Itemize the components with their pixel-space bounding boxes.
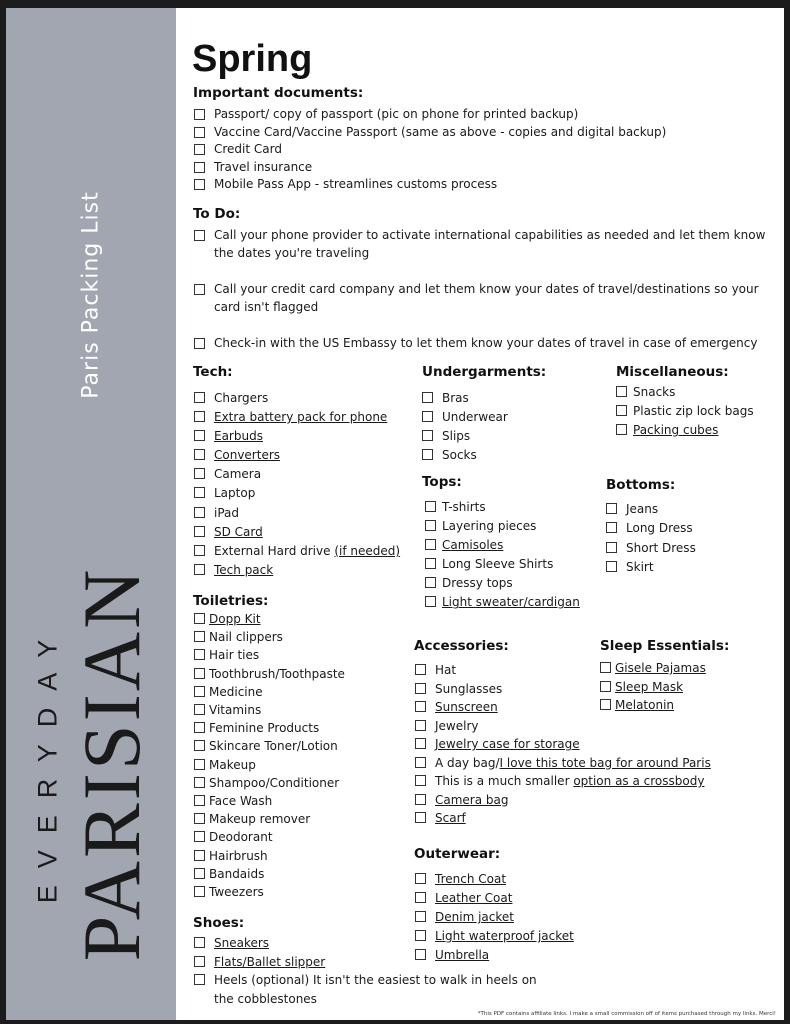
checklist-item[interactable] [194, 106, 666, 124]
checkbox[interactable] [194, 686, 205, 697]
checkbox[interactable] [415, 775, 426, 786]
checkbox[interactable] [425, 577, 436, 588]
checklist-item[interactable] [194, 646, 345, 664]
checklist-item[interactable] [600, 696, 706, 715]
checklist-item[interactable] [415, 791, 711, 810]
checkbox[interactable] [425, 539, 436, 550]
checkbox[interactable] [194, 468, 205, 479]
item-link[interactable]: Camera bag [435, 792, 509, 807]
checklist-item[interactable] [194, 828, 345, 846]
checklist-item[interactable] [415, 927, 574, 946]
checklist-item[interactable] [425, 574, 580, 593]
tech-list [194, 389, 400, 580]
content-area [176, 8, 784, 1020]
item-link[interactable]: Light sweater/cardigan [442, 595, 580, 610]
checklist-item[interactable] [425, 517, 580, 536]
checkbox[interactable] [616, 405, 627, 416]
item-label: Socks [442, 448, 477, 463]
checkbox[interactable] [600, 662, 611, 673]
checkbox[interactable] [194, 850, 205, 861]
item-label: iPad [214, 505, 240, 520]
item-label: T-shirts [442, 500, 486, 514]
checklist-item[interactable] [616, 421, 754, 440]
checklist-item[interactable] [425, 498, 580, 517]
checkbox[interactable] [194, 449, 205, 460]
checklist-item[interactable] [194, 628, 345, 646]
checkbox[interactable] [194, 759, 205, 770]
item-link[interactable]: I love this tote bag for around Paris [499, 755, 711, 770]
item-link[interactable]: Converters [214, 448, 281, 463]
item-label: Toothbrush/Toothpaste [209, 666, 345, 681]
checkbox[interactable] [194, 411, 205, 422]
item-label: Long Sleeve Shirts [442, 557, 554, 572]
checkbox[interactable] [194, 631, 205, 642]
item-label: Vaccine Card/Vaccine Passport (same as above - copies and digital backup) [214, 124, 667, 139]
checkbox[interactable] [415, 683, 426, 694]
checkbox[interactable] [415, 949, 426, 960]
checklist-item[interactable] [415, 870, 574, 889]
item-label: Makeup [209, 757, 256, 772]
item-label: Short Dress [626, 540, 696, 555]
item-label: Call your credit card company and let them know your dates of travel/destinations so your card isn't flagged [214, 282, 759, 314]
checkbox[interactable] [194, 813, 205, 824]
item-label: Skincare Toner/Lotion [209, 739, 338, 754]
checkbox[interactable] [194, 564, 205, 575]
sidebar-subtitle: Paris Packing List [78, 191, 104, 399]
checklist-item[interactable] [616, 383, 754, 402]
checklist-item[interactable] [422, 446, 508, 465]
item-link[interactable]: Jewelry case for storage [435, 737, 580, 751]
checklist-item[interactable] [194, 465, 400, 484]
checklist-item[interactable] [194, 701, 345, 719]
checklist-item[interactable] [606, 519, 696, 538]
item-link[interactable]: Tech pack [214, 562, 274, 577]
checklist-item[interactable] [194, 176, 666, 194]
footer-note: *This PDF contains affiliate links. I make a small commission off of items purchased through my links. Merci! [477, 1011, 776, 1017]
item-label: Plastic zip lock bags [633, 404, 754, 418]
checkbox[interactable] [194, 831, 205, 842]
item-link[interactable]: Melatonin [615, 698, 675, 712]
item-label: Underwear [442, 410, 508, 425]
bottoms-list [606, 500, 696, 577]
item-label: Hairbrush [209, 848, 268, 863]
checklist-item[interactable] [415, 809, 711, 828]
checkbox[interactable] [194, 974, 205, 985]
item-label: This is a much smaller [435, 774, 574, 788]
checkbox[interactable] [194, 956, 205, 967]
item-label: Tweezers [209, 885, 264, 900]
item-label: Sunglasses [435, 681, 503, 696]
important-list [194, 106, 666, 194]
toiletries-list [194, 610, 345, 901]
checklist-item[interactable] [194, 610, 345, 628]
item-link[interactable]: Light waterproof jacket [435, 929, 574, 944]
checkbox[interactable] [194, 777, 205, 788]
checkbox[interactable] [194, 338, 205, 349]
checkbox[interactable] [415, 873, 426, 884]
checkbox[interactable] [415, 757, 426, 768]
item-link[interactable]: Sleep Mask [615, 679, 684, 694]
checklist-item[interactable] [194, 756, 345, 774]
checkbox[interactable] [422, 392, 433, 403]
checkbox[interactable] [194, 613, 205, 624]
section-heading-shoes: Shoes: [193, 915, 245, 931]
checklist-item[interactable] [194, 971, 544, 1008]
item-label: Hat [435, 663, 457, 677]
checkbox[interactable] [194, 937, 205, 948]
checklist-item[interactable] [194, 683, 345, 701]
item-link[interactable]: Dopp Kit [209, 612, 261, 626]
item-link[interactable]: Camisoles [442, 538, 504, 553]
item-label: Makeup remover [209, 812, 311, 827]
section-heading-undergarments: Undergarments: [422, 364, 547, 380]
checkbox[interactable] [415, 892, 426, 903]
item-label: Jewelry [435, 718, 479, 733]
item-link[interactable]: (if needed) [334, 543, 401, 558]
checkbox[interactable] [606, 561, 617, 572]
checklist-item[interactable] [194, 124, 666, 142]
item-label: Credit Card [214, 142, 282, 156]
item-label: Feminine Products [209, 721, 320, 736]
checkbox[interactable] [415, 812, 426, 823]
item-label: Jeans [626, 502, 659, 516]
item-label: Heels (optional) It isn't the easiest to walk in heels on the cobblestones [214, 973, 537, 1006]
item-label: A day bag/ [435, 755, 500, 770]
checklist-item[interactable] [600, 659, 706, 678]
checklist-item[interactable] [194, 774, 345, 792]
section-heading-todo: To Do: [193, 206, 241, 222]
item-label: Medicine [209, 684, 263, 699]
tops-list [425, 498, 580, 613]
item-link[interactable]: Scarf [435, 811, 466, 825]
checklist-item[interactable] [194, 847, 345, 865]
checklist-item[interactable] [415, 772, 711, 791]
item-label: Travel insurance [214, 159, 313, 174]
item-link[interactable]: Extra battery pack for phone [214, 410, 388, 425]
checklist-item[interactable] [415, 754, 711, 773]
checklist-item[interactable] [194, 281, 774, 316]
checkbox[interactable] [616, 424, 627, 435]
checkbox[interactable] [194, 507, 205, 518]
checkbox[interactable] [194, 162, 205, 173]
item-link[interactable]: Umbrella [435, 948, 490, 963]
checklist-item[interactable] [422, 427, 508, 446]
item-label: Bras [442, 391, 469, 405]
item-label: Passport/ copy of passport (pic on phone for printed backup) [214, 107, 579, 121]
item-label: Dressy tops [442, 576, 513, 591]
item-label: Vitamins [209, 703, 262, 718]
item-label: Hair ties [209, 648, 260, 663]
item-label: Long Dress [626, 521, 693, 536]
checklist-item[interactable] [194, 159, 666, 177]
checklist-item[interactable] [194, 665, 345, 683]
checklist-item[interactable] [194, 141, 666, 159]
item-label: Mobile Pass App - streamlines customs process [214, 177, 498, 191]
item-label: Layering pieces [442, 519, 537, 534]
item-link[interactable]: Earbuds [214, 429, 263, 444]
checkbox[interactable] [415, 911, 426, 922]
checklist-item[interactable] [415, 717, 711, 736]
sleep-list [600, 659, 706, 715]
checklist-item[interactable] [194, 865, 345, 883]
checkbox[interactable] [194, 668, 205, 679]
checkbox[interactable] [600, 681, 611, 692]
checkbox[interactable] [422, 411, 433, 422]
checkbox[interactable] [194, 127, 205, 138]
section-heading-tops: Tops: [422, 474, 462, 490]
checklist-item[interactable] [194, 810, 345, 828]
checkbox[interactable] [194, 284, 205, 295]
item-label: Snacks [633, 385, 676, 399]
checklist-item[interactable] [415, 946, 574, 965]
item-label: Shampoo/Conditioner [209, 775, 340, 790]
item-label: Call your phone provider to activate international capabilities as needed and let them know the dates you're traveling [214, 228, 766, 260]
checkbox[interactable] [194, 144, 205, 155]
checkbox[interactable] [415, 720, 426, 731]
checklist-item[interactable] [194, 408, 400, 427]
checkbox[interactable] [194, 392, 205, 403]
item-label: Check-in with the US Embassy to let them know your dates of travel in case of emergency [214, 336, 758, 350]
checkbox[interactable] [194, 868, 205, 879]
todo-list [194, 227, 774, 353]
item-label: External Hard drive [214, 543, 331, 558]
item-label: Deodorant [209, 830, 273, 845]
checkbox[interactable] [194, 704, 205, 715]
checkbox[interactable] [415, 930, 426, 941]
item-link[interactable]: Sneakers [214, 936, 270, 950]
item-label: Laptop [214, 486, 256, 501]
undergarments-list [422, 389, 508, 465]
item-label: Camera [214, 467, 262, 482]
brand-bottom-text: PARISIAN [66, 566, 157, 962]
checkbox[interactable] [422, 449, 433, 460]
checklist-item[interactable] [606, 558, 696, 577]
checkbox[interactable] [600, 699, 611, 710]
checkbox[interactable] [194, 526, 205, 537]
checklist-item[interactable] [194, 883, 345, 901]
checklist-item[interactable] [194, 523, 400, 542]
checklist-item[interactable] [194, 719, 345, 737]
checkbox[interactable] [194, 649, 205, 660]
checklist-item[interactable] [194, 737, 345, 755]
checkbox[interactable] [194, 109, 205, 120]
checklist-item[interactable] [194, 792, 345, 810]
item-link[interactable]: SD Card [214, 524, 263, 539]
checkbox[interactable] [606, 522, 617, 533]
item-link[interactable]: Leather Coat [435, 891, 513, 906]
checklist-item[interactable] [194, 389, 400, 408]
checklist-item[interactable] [415, 908, 574, 927]
checkbox[interactable] [194, 545, 205, 556]
checklist-item[interactable] [415, 889, 574, 908]
item-label: Slips [442, 429, 471, 444]
section-heading-tech: Tech: [193, 364, 233, 380]
sidebar [6, 8, 176, 1020]
checklist-item[interactable] [194, 542, 400, 561]
checklist-item[interactable] [422, 389, 508, 408]
item-label: Skirt [626, 559, 654, 574]
packing-list-page [6, 8, 784, 1020]
checkbox[interactable] [415, 664, 426, 675]
item-link[interactable]: option as a crossbody [573, 774, 705, 788]
checkbox[interactable] [606, 503, 617, 514]
checkbox[interactable] [425, 558, 436, 569]
section-heading-toiletries: Toiletries: [193, 593, 269, 609]
checkbox[interactable] [194, 740, 205, 751]
checklist-item[interactable] [194, 427, 400, 446]
checklist-item[interactable] [600, 678, 706, 697]
item-label: Chargers [214, 391, 269, 405]
brand-top-text: EVERYDAY [32, 622, 63, 904]
item-link[interactable]: Flats/Ballet slipper [214, 954, 326, 969]
checkbox[interactable] [194, 722, 205, 733]
checklist-item[interactable] [425, 555, 580, 574]
item-label: Face Wash [209, 794, 273, 809]
checkbox[interactable] [194, 795, 205, 806]
checklist-item[interactable] [194, 227, 774, 262]
checkbox[interactable] [425, 501, 436, 512]
checklist-item[interactable] [606, 539, 696, 558]
section-heading-sleep: Sleep Essentials: [600, 638, 730, 654]
item-link[interactable]: Trench Coat [435, 872, 507, 886]
item-label: Nail clippers [209, 630, 283, 645]
checkbox[interactable] [415, 738, 426, 749]
checklist-item[interactable] [194, 484, 400, 503]
item-label: Bandaids [209, 866, 265, 881]
checklist-item[interactable] [606, 500, 696, 519]
checklist-item[interactable] [194, 504, 400, 523]
section-heading-misc: Miscellaneous: [616, 364, 729, 380]
item-link[interactable]: Gisele Pajamas [615, 661, 706, 675]
checkbox[interactable] [616, 386, 627, 397]
checkbox[interactable] [194, 430, 205, 441]
checklist-item[interactable] [425, 536, 580, 555]
checkbox[interactable] [194, 487, 205, 498]
checkbox[interactable] [415, 701, 426, 712]
section-heading-accessories: Accessories: [414, 638, 509, 654]
checklist-item[interactable] [616, 402, 754, 421]
checkbox[interactable] [415, 794, 426, 805]
checklist-item[interactable] [422, 408, 508, 427]
item-link[interactable]: Sunscreen [435, 700, 498, 714]
checklist-item[interactable] [415, 735, 711, 754]
checkbox[interactable] [194, 179, 205, 190]
item-link[interactable]: Packing cubes [633, 423, 719, 437]
section-heading-important: Important documents: [193, 85, 364, 101]
checklist-item[interactable] [194, 335, 774, 353]
misc-list [616, 383, 754, 440]
page-title: Spring [192, 38, 313, 80]
checklist-item[interactable] [194, 561, 400, 580]
checkbox[interactable] [606, 542, 617, 553]
outerwear-list [415, 870, 574, 965]
section-heading-bottoms: Bottoms: [606, 477, 676, 493]
checkbox[interactable] [422, 430, 433, 441]
checkbox[interactable] [194, 230, 205, 241]
checkbox[interactable] [194, 886, 205, 897]
checklist-item[interactable] [194, 446, 400, 465]
checkbox[interactable] [425, 596, 436, 607]
section-heading-outerwear: Outerwear: [414, 846, 501, 862]
checkbox[interactable] [425, 520, 436, 531]
item-link[interactable]: Denim jacket [435, 910, 514, 925]
checklist-item[interactable] [425, 593, 580, 612]
